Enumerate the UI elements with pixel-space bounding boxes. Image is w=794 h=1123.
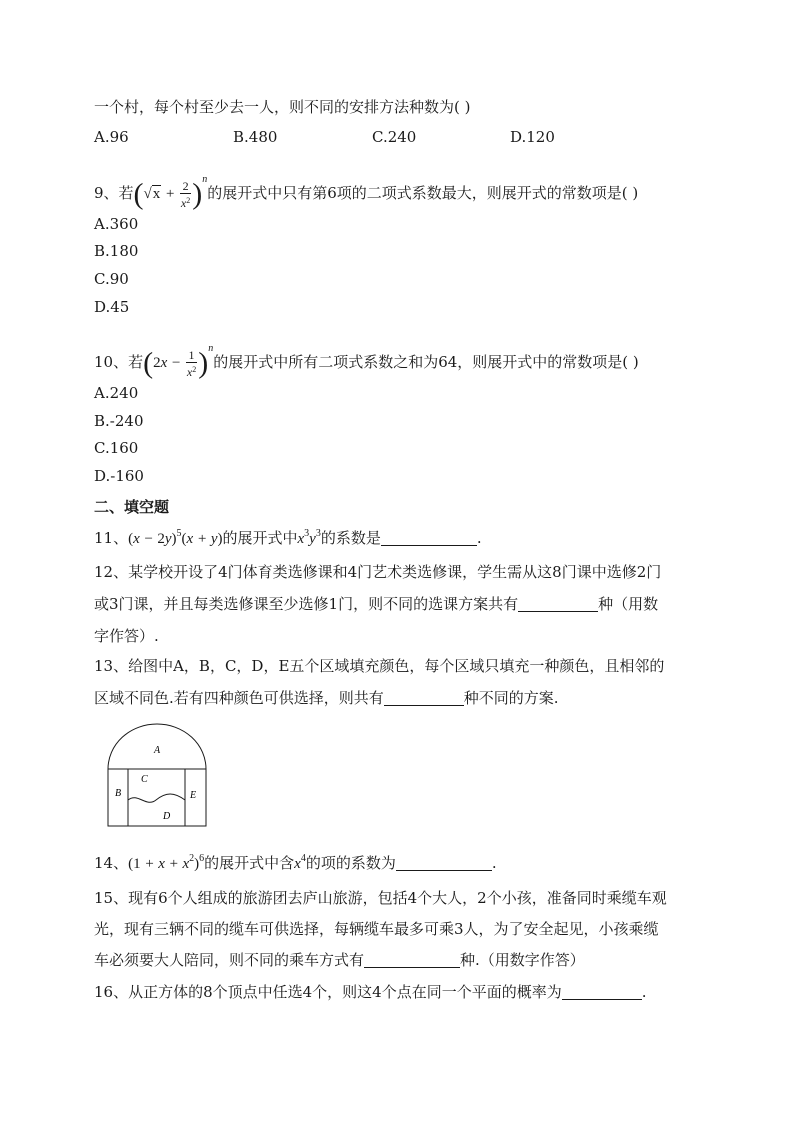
q11-answer-blank[interactable]: [381, 529, 477, 546]
q12-line-1: 12、某学校开设了4门体育类选修课和4门艺术类选修课，学生需从这8门课中选修2门: [94, 563, 662, 581]
q10-option-c: C.160: [94, 439, 139, 457]
q8-option-b: B.480: [233, 128, 278, 146]
q8-option-a: A.96: [94, 128, 129, 146]
q13-line-2a: 区域不同色.若有四种颜色可供选择，则共有: [94, 689, 384, 707]
q12-line-2a: 或3门课，并且每类选修课至少选修1门，则不同的选课方案共有: [94, 595, 519, 613]
region-label-e: E: [190, 790, 197, 801]
q14-term: $x^4$: [294, 853, 306, 872]
q10-stem: [94, 329, 639, 384]
q16-answer-blank[interactable]: [562, 983, 642, 1000]
q13-line-1: 13、给图中A，B，C，D，E五个区域填充颜色，每个区域只填充一种颜色，且相邻的: [94, 657, 665, 675]
q12-answer-blank[interactable]: [518, 595, 598, 612]
q14-end: .: [491, 854, 497, 872]
q10-option-a: A.240: [94, 384, 139, 402]
region-label-d: D: [163, 811, 171, 822]
q10-option-b: B.-240: [94, 412, 144, 430]
q8-option-d: D.120: [510, 128, 555, 146]
q9-number: 9、若: [94, 184, 134, 202]
q12-line-3: 字作答）.: [94, 627, 159, 645]
q13-line-2: [94, 687, 559, 709]
q16-stem: [94, 981, 647, 1003]
region-label-b: B: [115, 788, 122, 799]
section-heading: 二、填空题: [94, 498, 170, 516]
q15-line-3: [94, 949, 585, 971]
q14-text-b: 的项的系数为: [305, 854, 396, 872]
q8-stem: 一个村，每个村至少去一人，则不同的安排方法种数为( ): [94, 98, 471, 116]
q14-formula: $(1 + x + x^2)^6$: [128, 853, 205, 872]
q14-number: 14、: [94, 854, 129, 872]
q10-text: 的展开式中所有二项式系数之和为64，则展开式中的常数项是( ): [213, 353, 639, 371]
q9-text: 的展开式中只有第6项的二项式系数最大，则展开式的常数项是( ): [207, 184, 639, 202]
q11-number: 11、: [94, 529, 129, 547]
q15-answer-blank[interactable]: [364, 951, 460, 968]
q15-line-3b: 种.（用数字作答）: [460, 951, 585, 969]
q11-term: $x^3y^3$: [297, 528, 321, 547]
q8-option-c: C.240: [372, 128, 417, 146]
q11-text-b: 的系数是: [320, 529, 381, 547]
q15-line-1: 15、现有6个人组成的旅游团去庐山旅游，包括4个大人，2个小孩，准备同时乘缆车观: [94, 889, 667, 907]
q9-option-a: A.360: [94, 215, 139, 233]
region-label-c: C: [141, 774, 148, 785]
q15-line-3a: 车必须要大人陪同，则不同的乘车方式有: [94, 951, 365, 969]
q13-region-diagram: [104, 722, 210, 830]
q9-stem: [94, 160, 638, 215]
q16-end: .: [641, 983, 647, 1001]
q9-option-d: D.45: [94, 298, 130, 316]
q9-option-c: C.90: [94, 270, 129, 288]
q11-end: .: [476, 529, 482, 547]
q16-text: 16、从正方体的8个顶点中任选4个，则这4个点在同一个平面的概率为: [94, 983, 562, 1001]
q8-options: [94, 126, 714, 148]
q14-answer-blank[interactable]: [396, 854, 492, 871]
q11-formula: $(x - 2y)^5(x + y)$: [128, 528, 223, 547]
q11-stem: [94, 523, 482, 550]
q14-stem: [94, 848, 497, 875]
q10-formula: (2x − $\frac{1}{x^2}$ )$^n$: [143, 343, 214, 380]
divider-wave: [128, 794, 185, 802]
q13-answer-blank[interactable]: [384, 689, 464, 706]
q10-option-d: D.-160: [94, 467, 144, 485]
q9-formula: (√x + $\frac{2}{x^2}$ )$^n$: [133, 174, 208, 211]
region-label-a: A: [154, 745, 161, 756]
q11-text-a: 的展开式中: [222, 529, 298, 547]
q14-text-a: 的展开式中含: [204, 854, 295, 872]
q12-line-2: [94, 593, 658, 615]
q9-option-b: B.180: [94, 242, 139, 260]
q15-line-2: 光，现有三辆不同的缆车可供选择，每辆缆车最多可乘3人，为了安全起见，小孩乘缆: [94, 920, 659, 938]
q12-line-2b: 种（用数: [598, 595, 659, 613]
q10-number: 10、若: [94, 353, 144, 371]
q13-line-2b: 种不同的方案.: [463, 689, 559, 707]
